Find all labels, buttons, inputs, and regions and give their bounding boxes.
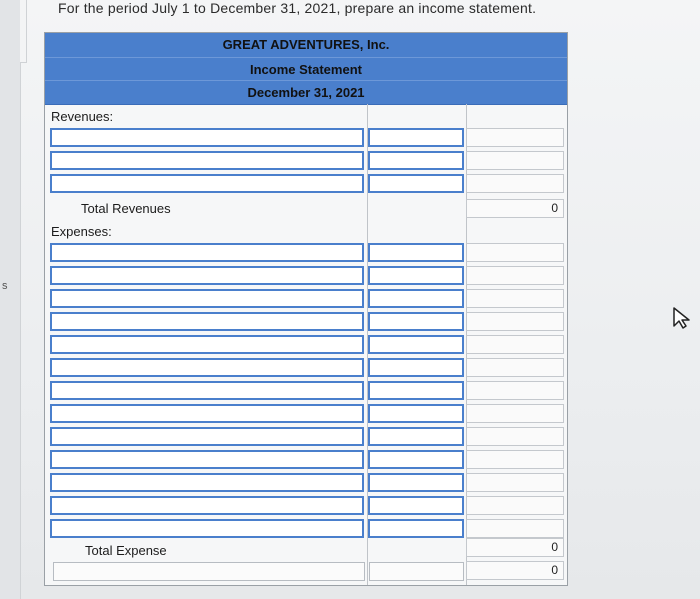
expense-amount-input[interactable] <box>368 496 464 515</box>
expense-account-input[interactable] <box>50 266 364 285</box>
expense-account-input[interactable] <box>50 358 364 377</box>
expense-amount-input[interactable] <box>368 473 464 492</box>
expense-amount-input[interactable] <box>368 358 464 377</box>
revenue-amount-input[interactable] <box>368 151 464 170</box>
expense-subtotal-cell <box>466 266 564 285</box>
expense-account-input[interactable] <box>50 427 364 446</box>
expense-amount-input[interactable] <box>368 266 464 285</box>
mouse-cursor-icon <box>672 306 692 330</box>
expense-subtotal-cell <box>466 312 564 331</box>
expense-amount-input[interactable] <box>368 289 464 308</box>
expense-subtotal-cell <box>466 404 564 423</box>
expense-account-input[interactable] <box>50 312 364 331</box>
expense-account-input[interactable] <box>50 243 364 262</box>
revenue-amount-input[interactable] <box>368 174 464 193</box>
expenses-label: Expenses: <box>51 224 112 239</box>
expense-subtotal-cell <box>466 450 564 469</box>
expense-account-input[interactable] <box>50 519 364 538</box>
revenue-account-input[interactable] <box>50 174 364 193</box>
expense-subtotal-cell <box>466 381 564 400</box>
total-expense-label: Total Expense <box>85 543 167 558</box>
revenue-account-input[interactable] <box>50 128 364 147</box>
revenue-subtotal-cell <box>466 151 564 170</box>
expense-account-input[interactable] <box>50 496 364 515</box>
expense-amount-input[interactable] <box>368 404 464 423</box>
instruction-text: For the period July 1 to December 31, 2021, prepare an income statement. <box>58 0 537 16</box>
expense-account-input[interactable] <box>50 289 364 308</box>
expense-subtotal-cell <box>466 427 564 446</box>
expense-account-input[interactable] <box>50 473 364 492</box>
revenue-subtotal-cell <box>466 174 564 193</box>
revenue-subtotal-cell <box>466 128 564 147</box>
expense-subtotal-cell <box>466 473 564 492</box>
revenues-label: Revenues: <box>51 109 114 124</box>
expense-subtotal-cell <box>466 496 564 515</box>
net-income-value: 0 <box>466 561 564 580</box>
statement-date: December 31, 2021 <box>45 80 567 104</box>
revenue-account-input[interactable] <box>50 151 364 170</box>
expense-amount-input[interactable] <box>368 312 464 331</box>
expense-subtotal-cell <box>466 335 564 354</box>
total-revenues-label: Total Revenues <box>81 201 171 216</box>
expense-subtotal-cell <box>466 289 564 308</box>
expense-amount-input[interactable] <box>368 450 464 469</box>
expense-amount-input[interactable] <box>368 519 464 538</box>
expense-amount-input[interactable] <box>368 381 464 400</box>
left-sidebar-strip <box>0 0 21 599</box>
net-income-amount-input[interactable] <box>369 562 464 581</box>
statement-title: Income Statement <box>45 57 567 81</box>
revenue-amount-input[interactable] <box>368 128 464 147</box>
expense-subtotal-cell <box>466 358 564 377</box>
expense-amount-input[interactable] <box>368 335 464 354</box>
expense-account-input[interactable] <box>50 404 364 423</box>
expense-amount-input[interactable] <box>368 427 464 446</box>
net-income-label-input[interactable] <box>53 562 365 581</box>
expense-subtotal-cell <box>466 243 564 262</box>
company-name: GREAT ADVENTURES, Inc. <box>222 37 390 52</box>
expense-account-input[interactable] <box>50 450 364 469</box>
expense-account-input[interactable] <box>50 335 364 354</box>
income-statement-form <box>44 32 568 586</box>
total-revenues-value: 0 <box>466 199 564 218</box>
statement-header <box>45 33 567 105</box>
left-panel-edge <box>20 0 27 63</box>
total-expense-value: 0 <box>466 538 564 557</box>
side-letter: s <box>2 280 8 292</box>
expense-account-input[interactable] <box>50 381 364 400</box>
expense-amount-input[interactable] <box>368 243 464 262</box>
expense-subtotal-cell <box>466 519 564 538</box>
